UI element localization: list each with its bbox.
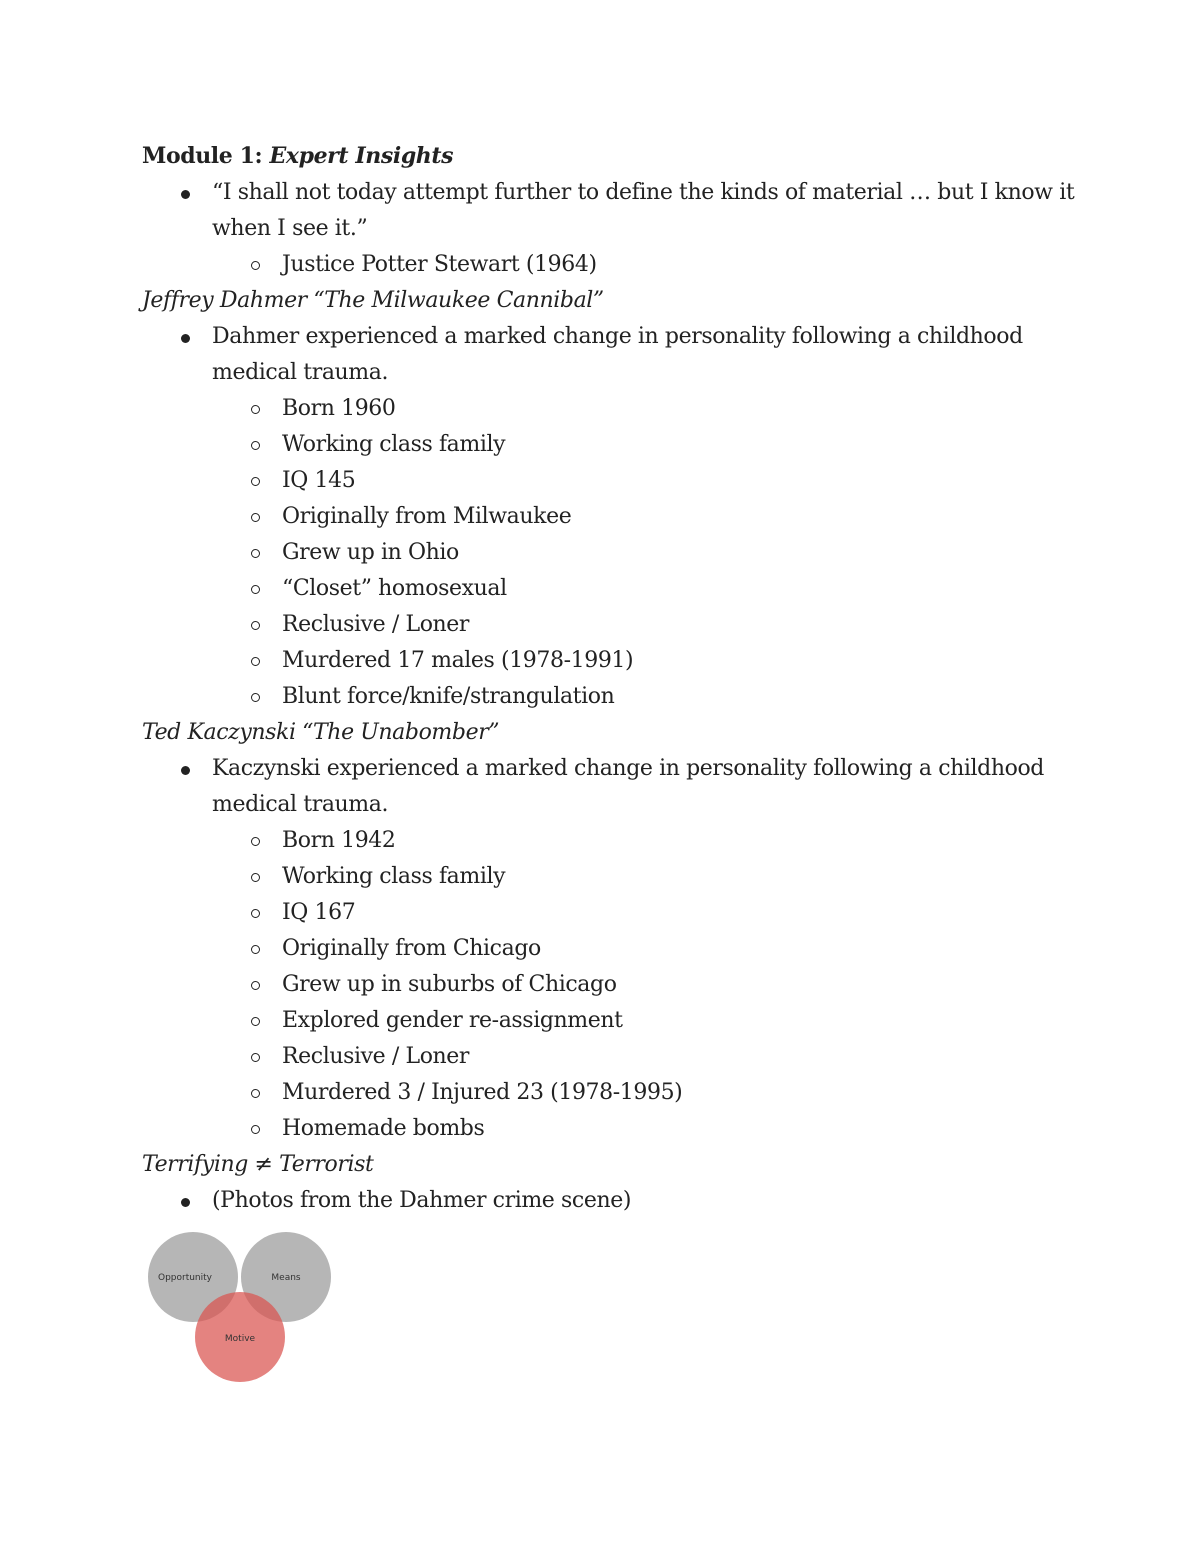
fact-text: Blunt force/knife/strangulation [282, 684, 615, 709]
hollow-bullet-icon [251, 837, 260, 846]
hollow-bullet-icon [251, 657, 260, 666]
venn-label-motive: Motive [224, 1334, 256, 1344]
kaczynski-facts [212, 823, 1082, 1147]
fact-text: Born 1960 [282, 396, 396, 421]
fact-text: Born 1942 [282, 828, 396, 853]
hollow-bullet-icon [251, 945, 260, 954]
quote-sublist [212, 247, 1082, 283]
module-heading-title: Expert Insights [269, 143, 454, 169]
dahmer-list [142, 319, 1082, 715]
fact-text: Originally from Milwaukee [282, 504, 572, 529]
list-item [282, 463, 1082, 499]
hollow-bullet-icon [251, 549, 260, 558]
dahmer-facts [212, 391, 1082, 715]
list-item [282, 1075, 1082, 1111]
hollow-bullet-icon [251, 585, 260, 594]
bullet-icon [181, 334, 190, 343]
list-item [282, 823, 1082, 859]
dahmer-summary: Dahmer experienced a marked change in personality following a childhood medical trauma. [212, 324, 1023, 385]
venn-diagram [144, 1230, 336, 1386]
venn-label-means: Means [271, 1273, 301, 1283]
document-body [142, 138, 1082, 1219]
terror-note: (Photos from the Dahmer crime scene) [212, 1188, 632, 1213]
list-item [282, 607, 1082, 643]
list-item [282, 1003, 1082, 1039]
fact-text: “Closet” homosexual [282, 576, 507, 601]
list-item [282, 391, 1082, 427]
fact-text: Reclusive / Loner [282, 1044, 470, 1069]
list-item [282, 895, 1082, 931]
list-item [282, 571, 1082, 607]
fact-text: IQ 145 [282, 468, 356, 493]
list-item [282, 1111, 1082, 1147]
hollow-bullet-icon [251, 1125, 260, 1134]
fact-text: Murdered 17 males (1978-1991) [282, 648, 634, 673]
list-item [282, 427, 1082, 463]
list-item [212, 175, 1082, 283]
fact-text: Explored gender re-assignment [282, 1008, 623, 1033]
list-item [212, 319, 1082, 715]
hollow-bullet-icon [251, 477, 260, 486]
quote-list [142, 175, 1082, 283]
hollow-bullet-icon [251, 1089, 260, 1098]
list-item [282, 643, 1082, 679]
terror-list [142, 1183, 1082, 1219]
fact-text: IQ 167 [282, 900, 356, 925]
quote-text: “I shall not today attempt further to define the kinds of material … but I know it when I see it.” [212, 180, 1075, 241]
kaczynski-list [142, 751, 1082, 1147]
hollow-bullet-icon [251, 261, 260, 270]
list-item [212, 751, 1082, 1147]
list-item [282, 535, 1082, 571]
list-item [282, 499, 1082, 535]
hollow-bullet-icon [251, 1053, 260, 1062]
list-item [282, 967, 1082, 1003]
bullet-icon [181, 190, 190, 199]
fact-text: Grew up in Ohio [282, 540, 459, 565]
fact-text: Originally from Chicago [282, 936, 541, 961]
hollow-bullet-icon [251, 513, 260, 522]
section-heading-kaczynski: Ted Kaczynski “The Unabomber” [142, 720, 500, 745]
quote-attribution: Justice Potter Stewart (1964) [282, 252, 597, 277]
fact-text: Working class family [282, 864, 506, 889]
list-item [282, 859, 1082, 895]
fact-text: Working class family [282, 432, 506, 457]
fact-text: Reclusive / Loner [282, 612, 470, 637]
hollow-bullet-icon [251, 909, 260, 918]
fact-text: Murdered 3 / Injured 23 (1978-1995) [282, 1080, 683, 1105]
kaczynski-summary: Kaczynski experienced a marked change in personality following a childhood medical trauma. [212, 756, 1044, 817]
hollow-bullet-icon [251, 405, 260, 414]
hollow-bullet-icon [251, 873, 260, 882]
fact-text: Grew up in suburbs of Chicago [282, 972, 617, 997]
list-item [212, 1183, 1082, 1219]
hollow-bullet-icon [251, 981, 260, 990]
bullet-icon [181, 766, 190, 775]
module-heading [142, 138, 1082, 175]
section-heading-dahmer: Jeffrey Dahmer “The Milwaukee Cannibal” [142, 288, 604, 313]
bullet-icon [181, 1198, 190, 1207]
list-item [282, 1039, 1082, 1075]
fact-text: Homemade bombs [282, 1116, 485, 1141]
module-heading-prefix: Module 1: [142, 143, 270, 169]
hollow-bullet-icon [251, 441, 260, 450]
list-item [282, 679, 1082, 715]
venn-label-opportunity: Opportunity [157, 1273, 213, 1283]
section-heading-terrifying: Terrifying ≠ Terrorist [142, 1152, 374, 1177]
list-item [282, 247, 1082, 283]
hollow-bullet-icon [251, 693, 260, 702]
list-item [282, 931, 1082, 967]
hollow-bullet-icon [251, 621, 260, 630]
hollow-bullet-icon [251, 1017, 260, 1026]
